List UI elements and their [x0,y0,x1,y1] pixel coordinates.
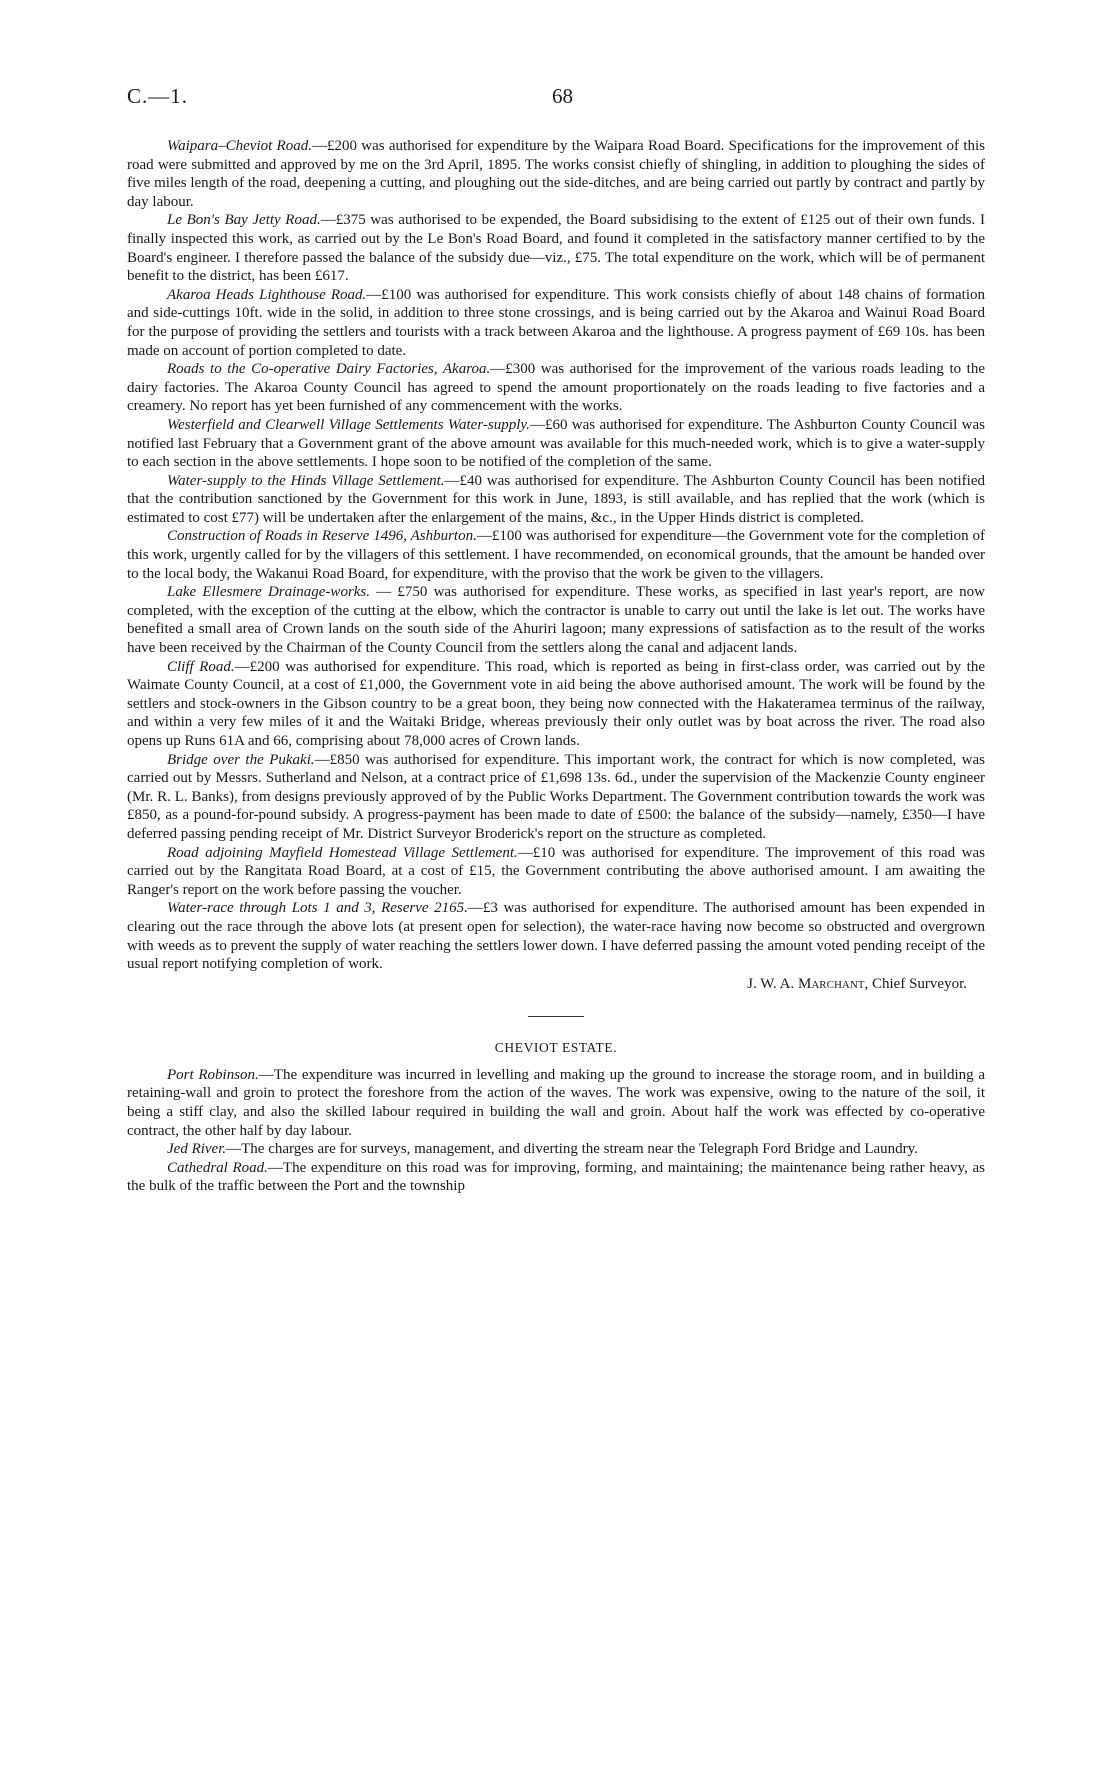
paragraph-cathedral-road [127,1159,985,1196]
paragraph-text: —The expenditure on this road was for improving, forming, and maintaining; the maintenance being rather heavy, as the bulk of the traffic between the Port and the township [127,1159,985,1195]
paragraph-text: —£60 was authorised for expenditure. The Ashburton County Council was notified last February that a Government grant of the above amount was available for this much-needed work, which is to give a water-supply to each section in the above settlements. I hope soon to be notified of the completion of the same. [127,416,985,471]
running-head [127,84,985,114]
paragraph-text: — £750 was authorised for expenditure. These works, as specified in last year's report, are now completed, with the exception of the cutting at the elbow, which the contractor is unable to carry out until the lake is let out. The works have benefited a small area of Crown lands on the south side of the Ahuriri lagoon; many expressions of satisfaction as to the result of the works have been received by the Chairman of the County Council from the settlers along the canal and adjacent lands. [127,584,985,657]
document-code: C.—1. [127,84,189,108]
paragraph-text: —£10 was authorised for expenditure. The improvement of this road was carried out by the Rangitata Road Board, at a cost of £15, the Government contributing the above authorised amount. I am awaiting the Ranger's report on the work before passing the voucher. [127,844,985,898]
paragraph-lead: Cathedral Road. [167,1159,268,1176]
paragraph-text: —£200 was authorised for expenditure by the Waipara Road Board. Specifications for the improvement of this road were submitted and approved by me on the 3rd April, 1895. The works consist chiefly of shingling, in addition to ploughing the sides of five miles length of the road, deepening a cutting, and ploughing out the side-ditches, and are being carried out partly by contract and partly by day labour. [127,138,985,210]
paragraph-cliff-road [127,658,985,751]
paragraph-lead: Bridge over the Pukaki. [167,751,315,768]
paragraph-port-robinson [127,1066,985,1140]
paragraph-text: —£200 was authorised for expenditure. This road, which is reported as being in first-class order, was carried out by the Waimate County Council, at a cost of £1,000, the Government vote in aid being the above authorised amount. The work will be found by the settlers and stock-owners in the Gibson country to be a great boon, they being now connected with the Hakateramea terminus of the railway, and within a very few miles of it and the Waitaki Bridge, whereas previously their only outlet was by boat across the river. The road also opens up Runs 61A and 66, comprising about 78,000 acres of Crown lands. [127,658,985,749]
paragraph-text: —The charges are for surveys, management, and diverting the stream near the Telegraph Ford Bridge and Laundry. [226,1141,918,1158]
paragraph-lead: Road adjoining Mayfield Homestead Village Settlement. [167,844,518,861]
paragraph-mayfield-road [127,844,985,900]
paragraph-lead: Construction of Roads in Reserve 1496, Ashburton. [167,528,477,545]
paragraph-hinds-water-supply [127,472,985,528]
paragraph-reserve-1496-roads [127,527,985,583]
paragraph-lake-ellesmere-drainage [127,583,985,657]
paragraph-lead: Port Robinson. [167,1066,259,1083]
signature-surname: Marchant [797,975,865,992]
paragraph-jed-river [127,1140,985,1159]
paragraph-text: —£375 was authorised to be expended, the Board subsidising to the extent of £125 out of their own funds. I finally inspected this work, as carried out by the Le Bon's Road Board, and found it completed in the satisfactory manner certified to by the Board's engineer. I therefore passed the balance of the subsidy due—viz., £75. The total expenditure on the work, which will be of permanent benefit to the district, has been £617. [127,212,985,285]
paragraph-lead: Water-supply to the Hinds Village Settlement. [167,472,445,489]
section-heading: CHEVIOT ESTATE. [494,1039,618,1055]
signature-initials: J. W. A. [747,975,795,992]
paragraph-le-bons-bay-jetty-road [127,211,985,285]
paragraph-text: —The expenditure was incurred in levelling and making up the ground to increase the storage room, and in building a retaining-wall and groin to protect the foreshore from the action of the waves. The work was expensive, owing to the nature of the soil, it being a stiff clay, and also the skilled labour required in building the wall and groin. About half the work was effected by co-operative contract, the other half by day labour. [127,1066,985,1139]
paragraph-lead: Westerfield and Clearwell Village Settlements Water-supply. [167,416,530,433]
signature-title: , Chief Surveyor. [864,975,967,992]
paragraph-lead: Waipara–Cheviot Road. [167,138,312,154]
page-number: 68 [552,84,573,108]
paragraph-lead: Jed River. [167,1141,227,1158]
paragraph-text: —£100 was authorised for expenditure. This work consists chiefly of about 148 chains of formation and side-cuttings 10ft. wide in the solid, in addition to three stone crossings, and is being carried out by the Akaroa and Wainui Road Board for the purpose of providing the settlers and tourists with a track between Akaroa and the lighthouse. A progress payment of £69 10s. has been made on account of portion completed to date. [127,286,986,359]
paragraph-westerfield-clearwell-water-supply [127,416,985,472]
paragraph-text: —£300 was authorised for the improvement of the various roads leading to the dairy factories. The Akaroa County Council has agreed to spend the amount proportionately on the roads leading to five factories and a creamery. No report has yet been furnished of any commencement with the works. [127,361,986,415]
paragraph-waipara-cheviot-road [127,137,985,211]
paragraph-text: —£40 was authorised for expenditure. The Ashburton County Council has been notified that the contribution sanctioned by the Government for this work in June, 1893, is still available, and has replied that the work (which is estimated to cost £77) will be undertaken after the enlargement of the mains, &c., in the Upper Hinds district is completed. [127,472,985,526]
paragraph-dairy-factories-roads [127,360,985,416]
paragraph-lead: Lake Ellesmere Drainage-works. [167,584,371,601]
document-body [127,137,985,1196]
paragraph-lead: Akaroa Heads Lighthouse Road. [167,286,367,303]
paragraph-lead: Roads to the Co-operative Dairy Factories, Akaroa. [167,361,491,378]
paragraph-akaroa-heads-lighthouse-road [127,286,985,360]
paragraph-lead: Cliff Road. [167,658,235,675]
paragraph-text: —£850 was authorised for expenditure. This important work, the contract for which is now completed, was carried out by Messrs. Sutherland and Nelson, at a contract price of £1,698 13s. 6d., under the supervision of the Mackenzie County engineer (Mr. R. L. Banks), from designs previously approved of by the Public Works Department. The Government contribution towards the work was £850, as a pound-for-pound subsidy. A progress-payment has been made to date of £500: the balance of the subsidy—namely, £350—I have deferred passing pending receipt of Mr. District Surveyor Broderick's report on the structure as completed. [127,751,986,842]
paragraph-text: —£3 was authorised for expenditure. The authorised amount has been expended in clearing out the race through the above lots (at present open for selection), the water-race having now become so obstructed and overgrown with weeds as to prevent the supply of water reaching the settlers lower down. I have deferred passing the amount voted pending receipt of the usual report notifying completion of work. [127,900,985,973]
paragraph-lead: Le Bon's Bay Jetty Road. [167,212,321,229]
paragraph-pukaki-bridge [127,751,985,844]
signature [127,975,985,994]
paragraph-text: —£100 was authorised for expenditure—the Government vote for the completion of this work, urgently called for by the villagers of this settlement. I have recommended, on economical grounds, that the amount be handed over to the local body, the Wakanui Road Board, for expenditure, with the proviso that the work be given to the villagers. [127,528,985,582]
paragraph-water-race-reserve-2165 [127,899,985,973]
section-divider [528,1016,584,1017]
paragraph-lead: Water-race through Lots 1 and 3, Reserve 2165. [167,900,468,917]
